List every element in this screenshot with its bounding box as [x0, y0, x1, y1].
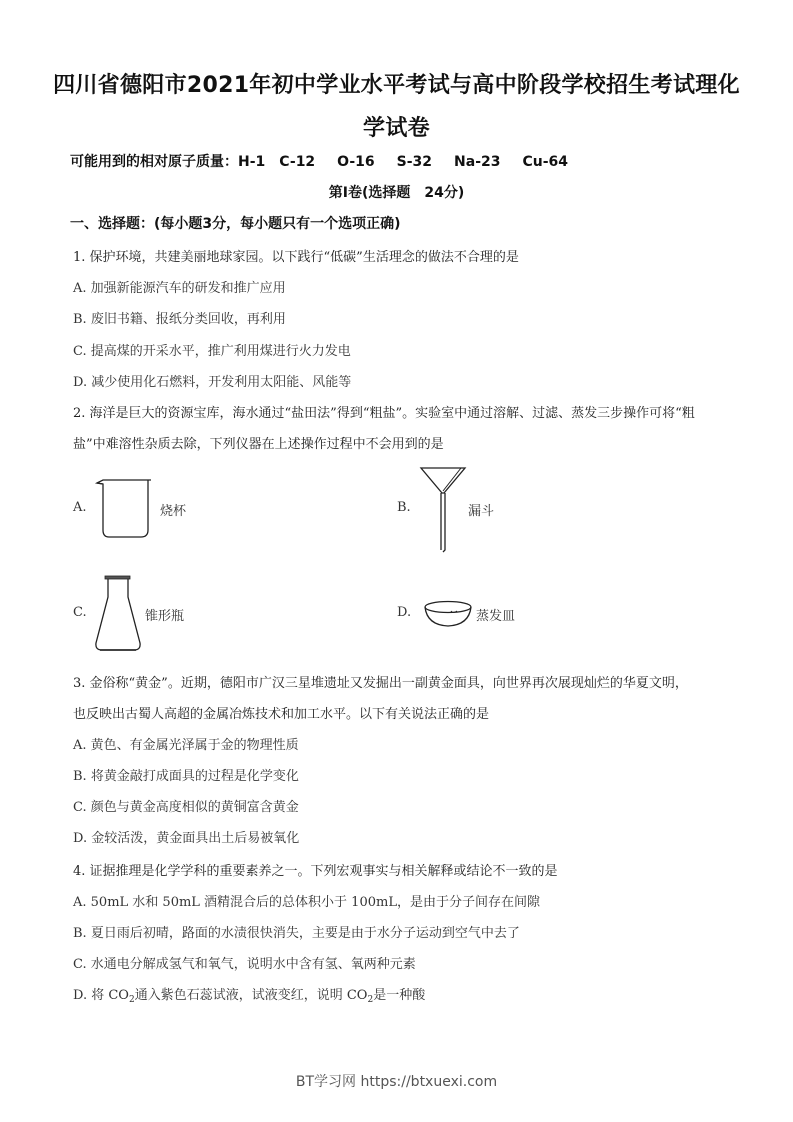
- beaker-icon: [95, 478, 155, 540]
- option-d-prefix: D. 将 CO: [73, 988, 129, 1003]
- instrument-c-name: 锥形瓶: [145, 609, 185, 624]
- question-3-stem-line2: 也反映出古蜀人高超的金属冶炼技术和加工水平。以下有关说法正确的是: [73, 707, 490, 722]
- question-4-option-a: A. 50mL 水和 50mL 酒精混合后的总体积小于 100mL，是由于分子间存在间隙: [73, 895, 540, 910]
- document-title-line1: 四川省德阳市2021年初中学业水平考试与高中阶段学校招生考试理化: [53, 73, 740, 98]
- evaporating-dish-icon: [423, 600, 473, 628]
- atomic-mass-s: S-32: [396, 154, 433, 170]
- option-d-suffix: 是一种酸: [373, 988, 426, 1003]
- section-heading: 第I卷(选择题 24分): [328, 185, 465, 201]
- instrument-c-letter: C.: [73, 605, 87, 620]
- document-title-line2: 学试卷: [363, 116, 430, 141]
- atomic-mass-o: O-16: [337, 154, 375, 170]
- question-2-stem-line2: 盐”中难溶性杂质去除，下列仪器在上述操作过程中不会用到的是: [73, 437, 444, 452]
- subscript-2: 2: [128, 995, 135, 1005]
- question-2-stem-line1: 2. 海洋是巨大的资源宝库，海水通过“盐田法”得到“粗盐”。实验室中通过溶解、过滤、蒸发三步操作可将“粗: [73, 406, 695, 421]
- atomic-mass-cu: Cu-64: [522, 154, 569, 170]
- option-d-middle: 通入紫色石蕊试液，试液变红，说明 CO: [134, 988, 368, 1003]
- footer-watermark: BT学习网 https://btxuexi.com: [295, 1074, 498, 1090]
- atomic-mass-na: Na-23: [454, 154, 501, 170]
- funnel-icon: [419, 467, 467, 552]
- erlenmeyer-flask-icon: [94, 575, 142, 653]
- instrument-a-name: 烧杯: [160, 504, 187, 519]
- instrument-a-letter: A.: [73, 500, 87, 515]
- question-3-option-d: D. 金较活泼，黄金面具出土后易被氧化: [73, 831, 300, 846]
- question-1-stem: 1. 保护环境，共建美丽地球家园。以下践行“低碳”生活理念的做法不合理的是: [73, 250, 519, 265]
- question-3-option-b: B. 将黄金敲打成面具的过程是化学变化: [73, 769, 299, 784]
- atomic-mass-label: 可能用到的相对原子质量：: [70, 154, 238, 170]
- question-4-option-b: B. 夏日雨后初晴，路面的水渍很快消失，主要是由于水分子运动到空气中去了: [73, 926, 520, 941]
- question-3-option-c: C. 颜色与黄金高度相似的黄铜富含黄金: [73, 800, 299, 815]
- subscript-2: 2: [367, 995, 374, 1005]
- question-3-stem-line1: 3. 金俗称“黄金”。近期，德阳市广汉三星堆遗址又发掘出一副黄金面具，向世界再次展现灿烂的华夏文明，: [73, 676, 688, 691]
- part-heading: 一、选择题：(每小题3分，每小题只有一个选项正确): [70, 216, 401, 232]
- instrument-b-letter: B.: [397, 500, 411, 515]
- instrument-b-name: 漏斗: [468, 504, 495, 519]
- question-4-option-d: [73, 984, 425, 1005]
- question-1-option-c: C. 提高煤的开采水平，推广利用煤进行火力发电: [73, 344, 351, 359]
- instrument-d-name: 蒸发皿: [476, 609, 516, 624]
- question-1-option-d: D. 减少使用化石燃料，开发利用太阳能、风能等: [73, 375, 352, 390]
- question-1-option-b: B. 废旧书籍、报纸分类回收，再利用: [73, 312, 286, 327]
- question-3-option-a: A. 黄色、有金属光泽属于金的物理性质: [73, 738, 299, 753]
- atomic-mass-h: H-1: [238, 154, 266, 170]
- atomic-mass-c: C-12: [279, 154, 316, 170]
- question-4-stem: 4. 证据推理是化学学科的重要素养之一。下列宏观事实与相关解释或结论不一致的是: [73, 864, 558, 879]
- question-1-option-a: A. 加强新能源汽车的研发和推广应用: [73, 281, 286, 296]
- question-4-option-c: C. 水通电分解成氢气和氧气，说明水中含有氢、氧两种元素: [73, 957, 416, 972]
- atomic-mass-line: [70, 151, 568, 171]
- instrument-d-letter: D.: [397, 605, 412, 620]
